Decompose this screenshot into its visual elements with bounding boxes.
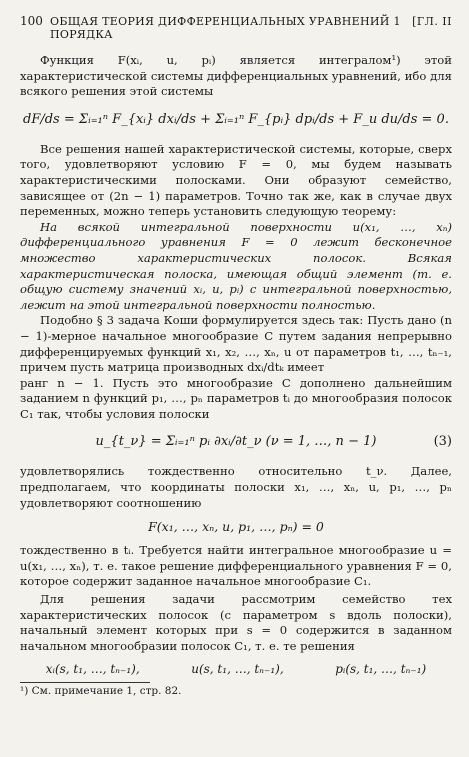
solution-u: u(s, t₁, …, tₙ₋₁), xyxy=(191,662,284,677)
page xyxy=(20,14,452,697)
running-title: ОБЩАЯ ТЕОРИЯ ДИФФЕРЕНЦИАЛЬНЫХ УРАВНЕНИЙ 1 ПОРЯДКА xyxy=(50,15,401,41)
page-number: 100 xyxy=(20,14,43,28)
equation-3-body: u_{t_ν} = Σᵢ₌₁ⁿ pᵢ ∂xᵢ/∂t_ν (ν = 1, …, n − 1) xyxy=(95,434,377,450)
paragraph-3a: Подобно § 3 задача Коши формулируется здесь так: Пусть дано (n − 1)-мерное начальное многообразие C путем задания непрерывно дифференцируемых функций x₁, x₂, …, xₙ, u от параметров t₁, …, tₙ₋₁, причем пусть матрица производных dxᵢ/dtₖ имеет xyxy=(20,313,452,375)
paragraph-4: удовлетворялись тождественно относительно t_ν. Далее, предполагаем, что координаты полоски x₁, …, xₙ, u, p₁, …, pₙ удовлетворяют соотношению xyxy=(20,464,452,510)
footnote-rule xyxy=(20,682,150,683)
chapter-marker: [ГЛ. II xyxy=(412,15,452,28)
equation-3-number: (3) xyxy=(433,434,452,450)
paragraph-2: Все решения нашей характеристической системы, которые, сверх того, удовлетворяют условию F = 0, мы будем называть характеристическими полосками. Они образуют семейство, зависящее от (2n − 1) параметров. Точно так же, как в случае двух переменных, можно теперь установить следующую теорему: xyxy=(20,141,452,219)
paragraph-1: Функция F(xᵢ, u, pᵢ) является интегралом¹) этой характеристической системы дифференциальных уравнений, ибо для всякого решения этой системы xyxy=(20,53,452,99)
equation-F-zero: F(x₁, …, xₙ, u, p₁, …, pₙ) = 0 xyxy=(148,519,324,535)
paragraph-6: Для решения задачи рассмотрим семейство тех характеристических полосок (с параметром s вдоль полоски), начальный элемент которых при s = 0 содержится в заданном начальном многообразии полосок C₁, т. е. те решения xyxy=(20,592,452,653)
footnote: ¹) См. примечание 1, стр. 82. xyxy=(20,685,182,698)
equation-3 xyxy=(20,434,452,450)
running-header xyxy=(20,14,452,41)
solution-x: xᵢ(s, t₁, …, tₙ₋₁), xyxy=(45,662,140,677)
paragraph-5: тождественно в tᵢ. Требуется найти интегральное многообразие u = u(x₁, …, xₙ), т. е. такое решение дифференциального уравнения F = 0, которое содержит заданное начальное многообразие C₁. xyxy=(20,543,452,589)
theorem-statement: На всякой интегральной поверхности u(x₁, …, xₙ) дифференциального уравнения F = 0 лежит бесконечное множество характеристических полосок. Всякая характеристическая полоска, имеющая общий элемент (т. е. общую систему значений xᵢ, u, pᵢ) с интегральной поверхностью, лежит на этой интегральной поверхности полностью. xyxy=(20,219,452,312)
solution-p: pᵢ(s, t₁, …, tₙ₋₁) xyxy=(335,662,427,677)
paragraph-3b: ранг n − 1. Пусть это многообразие C дополнено дальнейшим заданием n функций p₁, …, pₙ параметров tᵢ до многообразия полосок C₁ так, чтобы условия полоски xyxy=(20,375,452,421)
equation-dF-ds: dF/ds = Σᵢ₌₁ⁿ F_{xᵢ} dxᵢ/ds + Σᵢ₌₁ⁿ F_{pᵢ} dpᵢ/ds + F_u du/ds = 0. xyxy=(23,111,449,127)
solution-functions xyxy=(20,662,452,676)
